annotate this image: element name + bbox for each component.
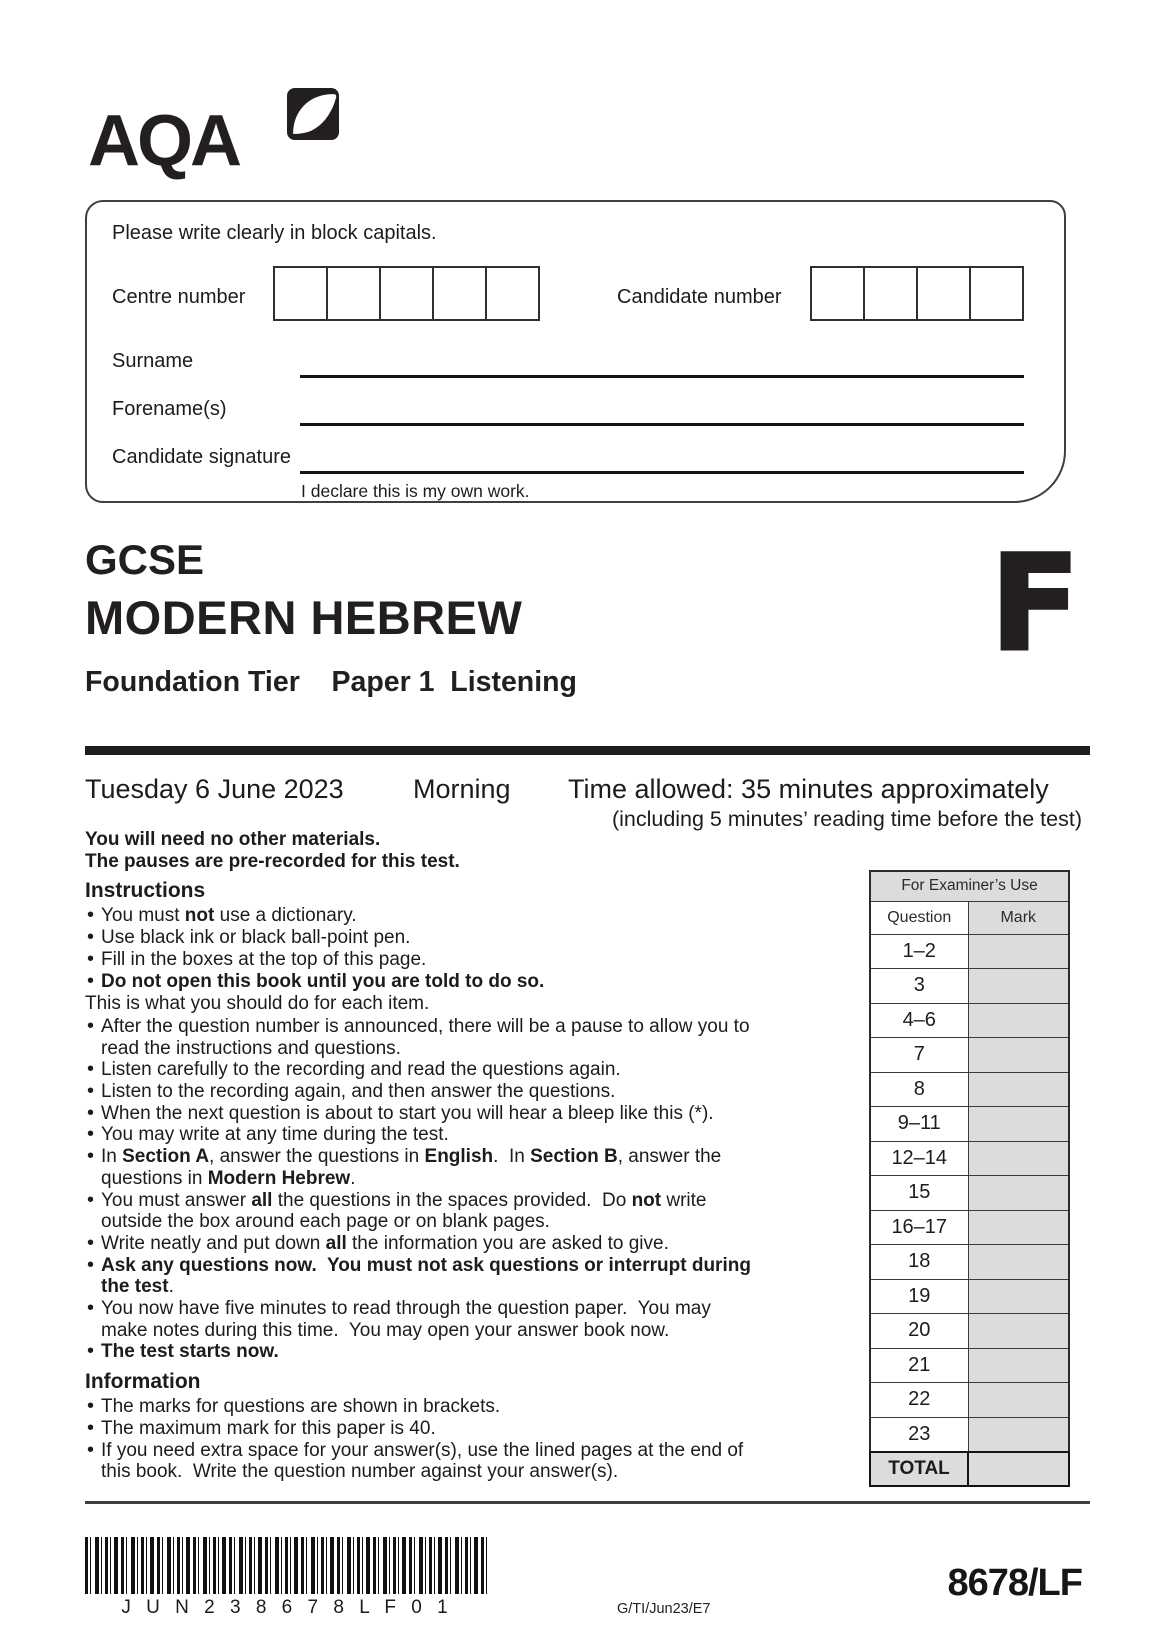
- surname-input-line[interactable]: [300, 352, 1024, 378]
- examiner-table-row: [870, 1176, 1069, 1211]
- instructions-list-2: [85, 1016, 863, 1363]
- examiner-table-row: [870, 1245, 1069, 1280]
- examiner-table-row: [870, 1417, 1069, 1452]
- mark-cell[interactable]: [968, 1038, 1069, 1073]
- instruction-item: • Use black ink or black ball-point pen.: [85, 927, 863, 949]
- exam-date: Tuesday 6 June 2023: [85, 774, 344, 804]
- examiner-table-total-row: [870, 1452, 1069, 1486]
- instruction-item: • Ask any questions now. You must not ask questions or interrupt during the test.: [85, 1255, 863, 1298]
- instruction-item: • After the question number is announced, there will be a pause to allow you to read the instructions and questions.: [85, 1016, 863, 1059]
- information-heading: Information: [85, 1370, 201, 1394]
- footer-divider: [85, 1501, 1090, 1504]
- candidate-number-cell[interactable]: [916, 266, 971, 321]
- aqa-logo-text: AQA: [88, 101, 239, 181]
- examiner-table-row: [870, 1141, 1069, 1176]
- mark-cell[interactable]: [968, 1383, 1069, 1418]
- question-number-cell: 21: [870, 1348, 968, 1383]
- centre-number-cell[interactable]: [273, 266, 328, 321]
- instruction-item: • Write neatly and put down all the information you are asked to give.: [85, 1233, 863, 1255]
- candidate-number-cell[interactable]: [969, 266, 1024, 321]
- candidate-number-cell[interactable]: [863, 266, 918, 321]
- question-number-cell: 3: [870, 969, 968, 1004]
- candidate-details-box: [85, 200, 1066, 503]
- centre-number-cell[interactable]: [326, 266, 381, 321]
- mark-cell[interactable]: [968, 1279, 1069, 1314]
- examiner-table-row: [870, 1279, 1069, 1314]
- instruction-item: • You must answer all the questions in the spaces provided. Do not write outside the box around each page or on blank pages.: [85, 1190, 863, 1233]
- materials-note-2: The pauses are pre-recorded for this test.: [85, 850, 460, 872]
- paper-reference-code: 8678/LF: [947, 1562, 1082, 1604]
- barcode-image: [85, 1537, 489, 1594]
- instruction-item: • The test starts now.: [85, 1341, 863, 1363]
- candidate-number-cell[interactable]: [810, 266, 865, 321]
- mark-cell[interactable]: [968, 1314, 1069, 1349]
- mark-cell[interactable]: [968, 1417, 1069, 1452]
- instruction-item: • Listen to the recording again, and then answer the questions.: [85, 1081, 863, 1103]
- tier-paper-line: Foundation Tier Paper 1 Listening: [85, 666, 577, 698]
- declaration-note: I declare this is my own work.: [301, 481, 530, 501]
- examiner-table-row: [870, 1107, 1069, 1142]
- print-reference-code: G/TI/Jun23/E7: [617, 1601, 711, 1617]
- examiner-table-row: [870, 1348, 1069, 1383]
- examiner-table-row: [870, 934, 1069, 969]
- information-item: • If you need extra space for your answer(s), use the lined pages at the end of this book. Write the question number against your answer(s).: [85, 1440, 863, 1483]
- time-allowed-note: (including 5 minutes’ reading time before the test): [611, 807, 1082, 831]
- signature-input-line[interactable]: [300, 448, 1024, 474]
- examiner-table-title: For Examiner’s Use: [870, 871, 1069, 901]
- block-capitals-note: Please write clearly in block capitals.: [112, 222, 437, 244]
- centre-number-cell[interactable]: [379, 266, 434, 321]
- mark-cell[interactable]: [968, 1210, 1069, 1245]
- mark-cell[interactable]: [968, 1176, 1069, 1211]
- centre-number-label: Centre number: [112, 286, 246, 308]
- centre-number-cell[interactable]: [432, 266, 487, 321]
- question-number-cell: 19: [870, 1279, 968, 1314]
- instruction-item: • You may write at any time during the test.: [85, 1124, 863, 1146]
- examiner-table-row: [870, 1072, 1069, 1107]
- qualification-title: GCSE: [85, 536, 205, 583]
- question-number-cell: 9–11: [870, 1107, 968, 1142]
- examiner-table-row: [870, 1003, 1069, 1038]
- materials-note-1: You will need no other materials.: [85, 829, 381, 850]
- instruction-item: • In Section A, answer the questions in English. In Section B, answer the questions in Modern Hebrew.: [85, 1146, 863, 1189]
- aqa-leaf-icon: [287, 85, 339, 143]
- surname-label: Surname: [112, 350, 194, 372]
- question-number-cell: 12–14: [870, 1141, 968, 1176]
- candidate-number-boxes: [810, 266, 1024, 321]
- total-label-cell: TOTAL: [870, 1452, 968, 1486]
- instruction-item: • You now have five minutes to read through the question paper. You may make notes during this time. You may open your answer book now.: [85, 1298, 863, 1341]
- total-mark-cell[interactable]: [968, 1452, 1069, 1486]
- question-column-header: Question: [870, 901, 968, 934]
- centre-number-boxes: [273, 266, 540, 321]
- forename-input-line[interactable]: [300, 400, 1024, 426]
- question-number-cell: 23: [870, 1417, 968, 1452]
- instruction-item: • Listen carefully to the recording and read the questions again.: [85, 1059, 863, 1081]
- examiner-table: [869, 870, 1070, 1487]
- mark-cell[interactable]: [968, 1107, 1069, 1142]
- question-number-cell: 4–6: [870, 1003, 968, 1038]
- question-number-cell: 1–2: [870, 934, 968, 969]
- instruction-item: • You must not use a dictionary.: [85, 905, 863, 927]
- subject-title: MODERN HEBREW: [85, 591, 523, 644]
- signature-label: Candidate signature: [112, 446, 292, 468]
- title-divider: [85, 746, 1090, 755]
- mark-cell[interactable]: [968, 934, 1069, 969]
- instructions-interlude: This is what you should do for each item.: [85, 993, 430, 1015]
- centre-number-cell[interactable]: [485, 266, 540, 321]
- question-number-cell: 20: [870, 1314, 968, 1349]
- question-number-cell: 7: [870, 1038, 968, 1073]
- information-list: [85, 1396, 863, 1483]
- question-number-cell: 15: [870, 1176, 968, 1211]
- forename-label: Forename(s): [112, 398, 227, 420]
- barcode-text: J U N 2 3 8 6 7 8 L F 0 1: [121, 1597, 453, 1618]
- mark-cell[interactable]: [968, 1072, 1069, 1107]
- question-number-cell: 22: [870, 1383, 968, 1418]
- mark-column-header: Mark: [968, 901, 1069, 934]
- candidate-number-label: Candidate number: [617, 286, 782, 308]
- question-number-cell: 16–17: [870, 1210, 968, 1245]
- instruction-item: • When the next question is about to start you will hear a bleep like this (*).: [85, 1103, 863, 1125]
- tier-badge: F: [990, 527, 1081, 681]
- mark-cell[interactable]: [968, 1245, 1069, 1280]
- instruction-item: • Do not open this book until you are told to do so.: [85, 971, 863, 993]
- examiner-table-row: [870, 1314, 1069, 1349]
- examiner-table-row: [870, 1383, 1069, 1418]
- question-number-cell: 8: [870, 1072, 968, 1107]
- instructions-heading: Instructions: [85, 879, 206, 903]
- mark-cell[interactable]: [968, 969, 1069, 1004]
- examiner-table-row: [870, 1210, 1069, 1245]
- information-item: • The maximum mark for this paper is 40.: [85, 1418, 863, 1440]
- information-item: • The marks for questions are shown in brackets.: [85, 1396, 863, 1418]
- time-allowed: Time allowed: 35 minutes approximately: [568, 774, 1049, 804]
- examiner-table-row: [870, 969, 1069, 1004]
- question-number-cell: 18: [870, 1245, 968, 1280]
- mark-cell[interactable]: [968, 1348, 1069, 1383]
- instructions-list-1: [85, 905, 863, 992]
- aqa-logo: [88, 85, 348, 181]
- exam-session: Morning: [413, 774, 511, 804]
- instruction-item: • Fill in the boxes at the top of this page.: [85, 949, 863, 971]
- examiner-table-row: [870, 1038, 1069, 1073]
- mark-cell[interactable]: [968, 1003, 1069, 1038]
- mark-cell[interactable]: [968, 1141, 1069, 1176]
- instructions-column: [85, 829, 863, 1483]
